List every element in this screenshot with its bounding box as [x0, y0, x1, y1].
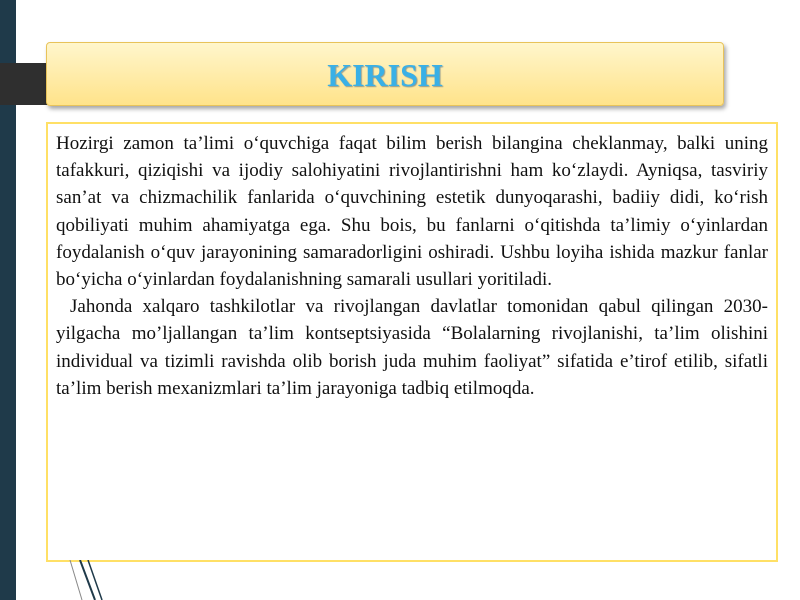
paragraph-intro: Hozirgi zamon ta’limi o‘quvchiga faqat bilim berish bilangina cheklanmay, balki uning tafakkuri, qiziqishi va ijodiy salohiyatini rivojlantirishni ham ko‘zlaydi. Ayniqsa, tasviriy san’at va chizmachilik fanlarida o‘quvchining estetik dunyoqarashi, badiiy didi, ko‘rish qobiliyati muhim ahamiyatga ega. Shu bois, bu fanlarni o‘qitishda ta’limiy o‘yinlardan foydalanish o‘quv jarayonining samaradorligini oshiradi. Ushbu loyiha ishida mazkur fanlar bo‘yicha o‘yinlardan foydalanishning samarali usullari yoritiladi. [56, 133, 768, 291]
title-banner [46, 42, 724, 106]
paragraph-global: Jahonda xalqaro tashkilotlar va rivojlangan davlatlar tomonidan qabul qilingan 2030-yilgacha mo’ljallangan ta’lim kontseptsiyasida “Bolalarning rivojlanishi, ta’lim olishini individual va tizimli ravishda olib borish juda muhim faoliyat” sifatida e’tirof etilib, sifatli ta’lim berish mexanizmlari ta’lim jarayoniga tadbiq etilmoqda. [56, 296, 768, 399]
content-text-box [46, 122, 778, 562]
slide-title: KIRISH [327, 57, 443, 93]
left-dark-tab [0, 63, 52, 105]
decorative-lines [60, 560, 120, 600]
